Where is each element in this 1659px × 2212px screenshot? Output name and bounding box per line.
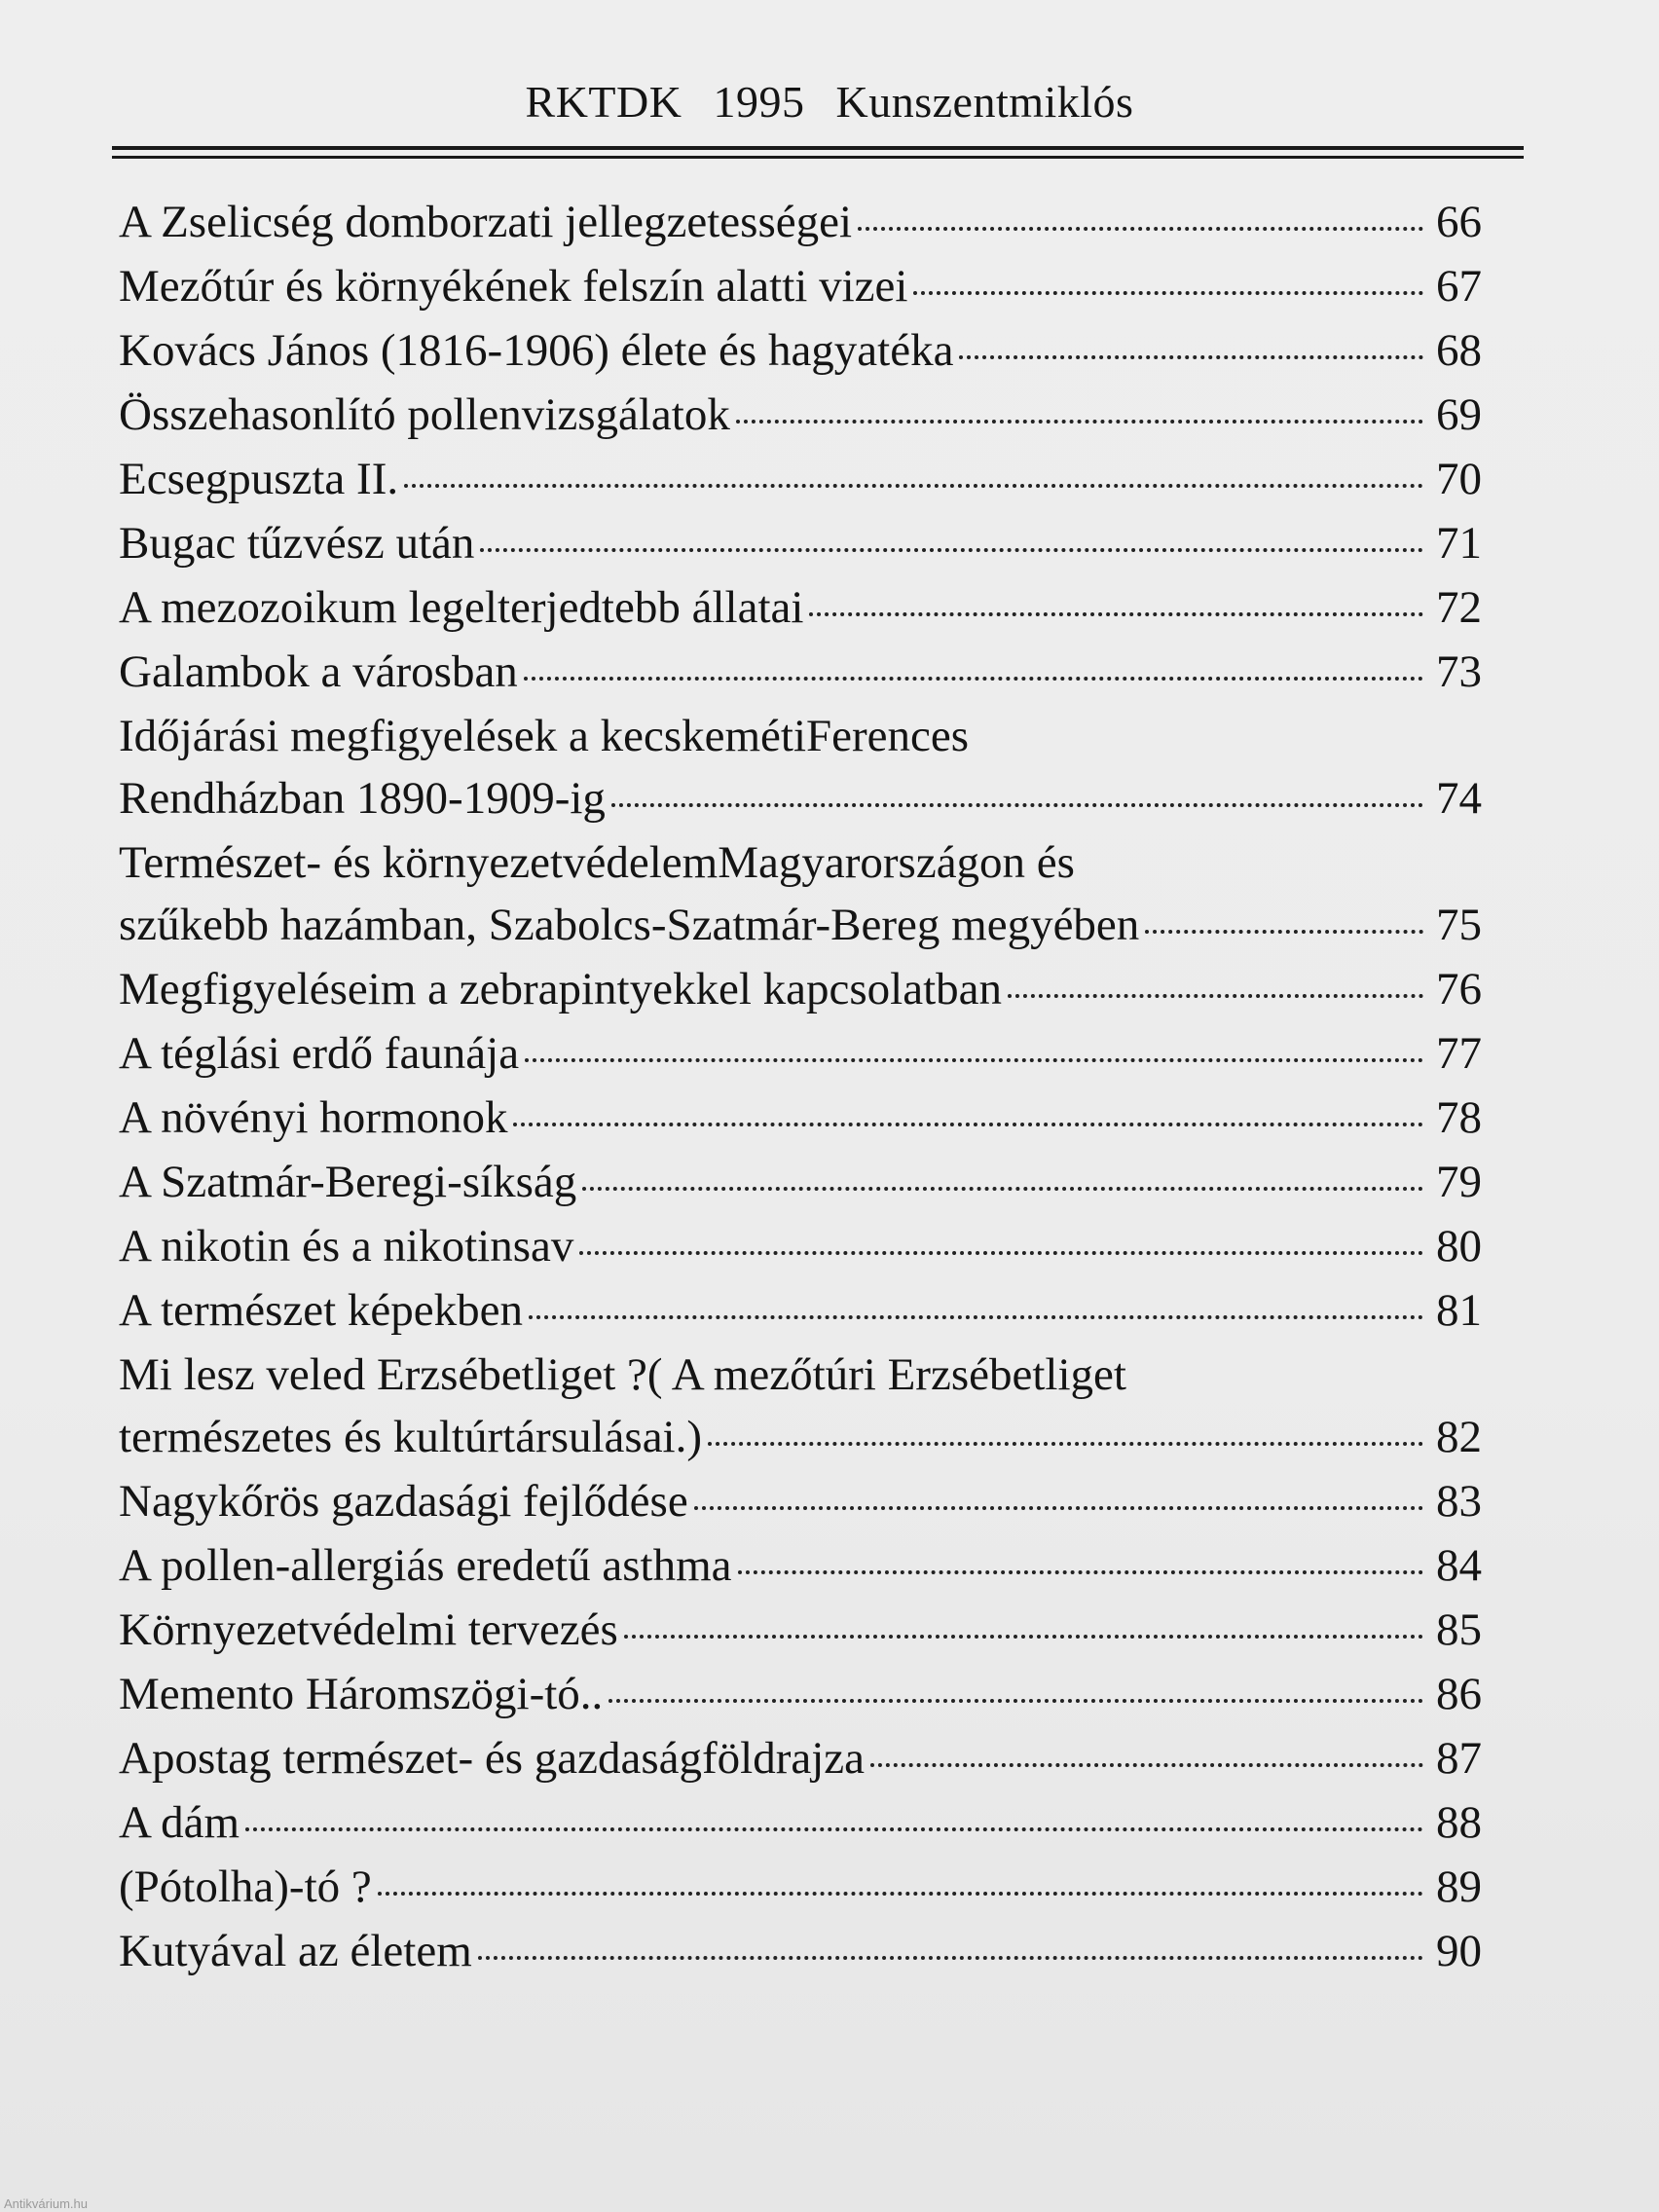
toc-entry-title: Nagykőrös gazdasági fejlődése: [119, 1476, 688, 1527]
toc-entry-page: 85: [1436, 1604, 1482, 1655]
header-series: RKTDK: [525, 77, 682, 127]
dot-leader: [524, 677, 1423, 681]
toc-entry: [119, 1920, 1482, 1982]
toc-entry-title: A dám: [119, 1797, 240, 1848]
toc-entry: [119, 641, 1482, 703]
toc-entry-page: 79: [1436, 1157, 1482, 1207]
dot-leader: [378, 1892, 1423, 1896]
toc-entry-page: 75: [1436, 900, 1482, 950]
dot-leader: [608, 1699, 1423, 1703]
dot-leader: [529, 1315, 1423, 1319]
toc-entry: [119, 1727, 1482, 1789]
toc-entry-page: 89: [1436, 1862, 1482, 1912]
toc-entry: [119, 958, 1482, 1020]
toc-entry: [119, 1663, 1482, 1725]
toc-entry: [119, 448, 1482, 510]
toc-entry-page: 87: [1436, 1733, 1482, 1784]
toc-entry-page: 69: [1436, 389, 1482, 440]
toc-entry: [119, 1087, 1482, 1149]
toc-entry: [119, 705, 1482, 830]
toc-entry: [119, 1279, 1482, 1342]
toc-entry: [119, 576, 1482, 639]
toc-entry-title: természetes és kultúrtársulásai.): [119, 1412, 703, 1462]
dot-leader: [959, 355, 1423, 359]
header-place: Kunszentmiklós: [835, 77, 1134, 127]
toc-entry-page: 80: [1436, 1221, 1482, 1272]
header-year: 1995: [713, 77, 805, 127]
toc-entry-page: 66: [1436, 197, 1482, 247]
toc-entry: [119, 512, 1482, 574]
toc-entry: [119, 1599, 1482, 1661]
toc-entry-title: Apostag természet- és gazdaságföldrajza: [119, 1733, 865, 1784]
running-header: [0, 76, 1659, 128]
toc-entry: [119, 191, 1482, 253]
toc-entry-title-line1: Mi lesz veled Erzsébetliget ?( A mezőtúri Erzsébetliget: [119, 1349, 1126, 1400]
toc-entry-title: Összehasonlító pollenvizsgálatok: [119, 389, 730, 440]
toc-entry-title: A természet képekben: [119, 1285, 523, 1336]
toc-entry-title: A pollen-allergiás eredetű asthma: [119, 1540, 732, 1591]
toc-entry: [119, 1022, 1482, 1085]
toc-entry-page: 73: [1436, 646, 1482, 697]
header-rule-top: [112, 146, 1524, 150]
dot-leader: [245, 1827, 1423, 1831]
toc-entry-page: 77: [1436, 1028, 1482, 1079]
dot-leader: [736, 420, 1423, 424]
toc-entry-title: Memento Háromszögi-tó..: [119, 1669, 604, 1719]
toc-entry-title: Kovács János (1816-1906) élete és hagyatéka: [119, 325, 954, 376]
dot-leader: [738, 1570, 1424, 1574]
toc-entry-page: 68: [1436, 325, 1482, 376]
toc-entry: [119, 384, 1482, 446]
toc-entry-page: 88: [1436, 1797, 1482, 1848]
toc-entry-page: 70: [1436, 454, 1482, 504]
toc-entry-page: 74: [1436, 773, 1482, 824]
toc-entry-page: 78: [1436, 1092, 1482, 1143]
dot-leader: [624, 1635, 1423, 1639]
dot-leader: [582, 1187, 1423, 1191]
toc-entry-title: Ecsegpuszta II.: [119, 454, 399, 504]
toc-entry: [119, 1534, 1482, 1597]
dot-leader: [1008, 994, 1423, 998]
dot-leader: [694, 1506, 1423, 1510]
dot-leader: [1145, 930, 1423, 934]
toc-entry-title: Megfigyeléseim a zebrapintyekkel kapcsolatban: [119, 964, 1002, 1014]
toc-entry-page: 71: [1436, 518, 1482, 569]
toc-entry-page: 76: [1436, 964, 1482, 1014]
toc-entry-title: szűkebb hazámban, Szabolcs-Szatmár-Bereg megyében: [119, 900, 1140, 950]
toc-entry-page: 86: [1436, 1669, 1482, 1719]
table-of-contents: [119, 191, 1482, 1984]
toc-entry-page: 72: [1436, 582, 1482, 633]
dot-leader: [913, 291, 1423, 295]
toc-entry-title: (Pótolha)-tó ?: [119, 1862, 372, 1912]
dot-leader: [858, 227, 1423, 231]
dot-leader: [708, 1442, 1423, 1446]
toc-entry: [119, 831, 1482, 956]
toc-entry: [119, 319, 1482, 382]
toc-entry-page: 84: [1436, 1540, 1482, 1591]
toc-entry: [119, 255, 1482, 317]
toc-entry-title: A Zselicség domborzati jellegzetességei: [119, 197, 853, 247]
toc-entry-page: 81: [1436, 1285, 1482, 1336]
toc-entry: [119, 1470, 1482, 1532]
dot-leader: [809, 612, 1423, 616]
toc-entry-page: 90: [1436, 1926, 1482, 1976]
toc-entry-title-line1: Természet- és környezetvédelemMagyarországon és: [119, 837, 1075, 888]
dot-leader: [478, 1956, 1423, 1960]
dot-leader: [870, 1763, 1423, 1767]
toc-entry-page: 67: [1436, 261, 1482, 312]
toc-entry-title: Mezőtúr és környékének felszín alatti vizei: [119, 261, 908, 312]
watermark: Antikvárium.hu: [4, 2196, 88, 2211]
toc-entry-title: A téglási erdő faunája: [119, 1028, 520, 1079]
dot-leader: [611, 803, 1423, 807]
toc-entry-title: Galambok a városban: [119, 646, 518, 697]
toc-entry-title: A növényi hormonok: [119, 1092, 508, 1143]
toc-entry-title: Kutyával az életem: [119, 1926, 472, 1976]
header-rule-bottom: [112, 156, 1524, 159]
toc-entry: [119, 1791, 1482, 1854]
dot-leader: [480, 548, 1423, 552]
toc-entry: [119, 1215, 1482, 1277]
toc-entry-page: 82: [1436, 1412, 1482, 1462]
toc-entry-title: Rendházban 1890-1909-ig: [119, 773, 606, 824]
dot-leader: [513, 1123, 1423, 1126]
toc-entry: [119, 1151, 1482, 1213]
toc-entry: [119, 1856, 1482, 1918]
toc-entry-title: A mezozoikum legelterjedtebb állatai: [119, 582, 804, 633]
dot-leader: [525, 1058, 1423, 1062]
toc-entry-title: A Szatmár-Beregi-síkság: [119, 1157, 577, 1207]
dot-leader: [579, 1251, 1423, 1255]
toc-entry: [119, 1344, 1482, 1468]
toc-entry-title: Környezetvédelmi tervezés: [119, 1604, 618, 1655]
toc-entry-title: A nikotin és a nikotinsav: [119, 1221, 574, 1272]
toc-entry-page: 83: [1436, 1476, 1482, 1527]
dot-leader: [404, 484, 1423, 488]
toc-entry-title: Bugac tűzvész után: [119, 518, 475, 569]
toc-entry-title-line1: Időjárási megfigyelések a kecskemétiFerences: [119, 711, 970, 761]
